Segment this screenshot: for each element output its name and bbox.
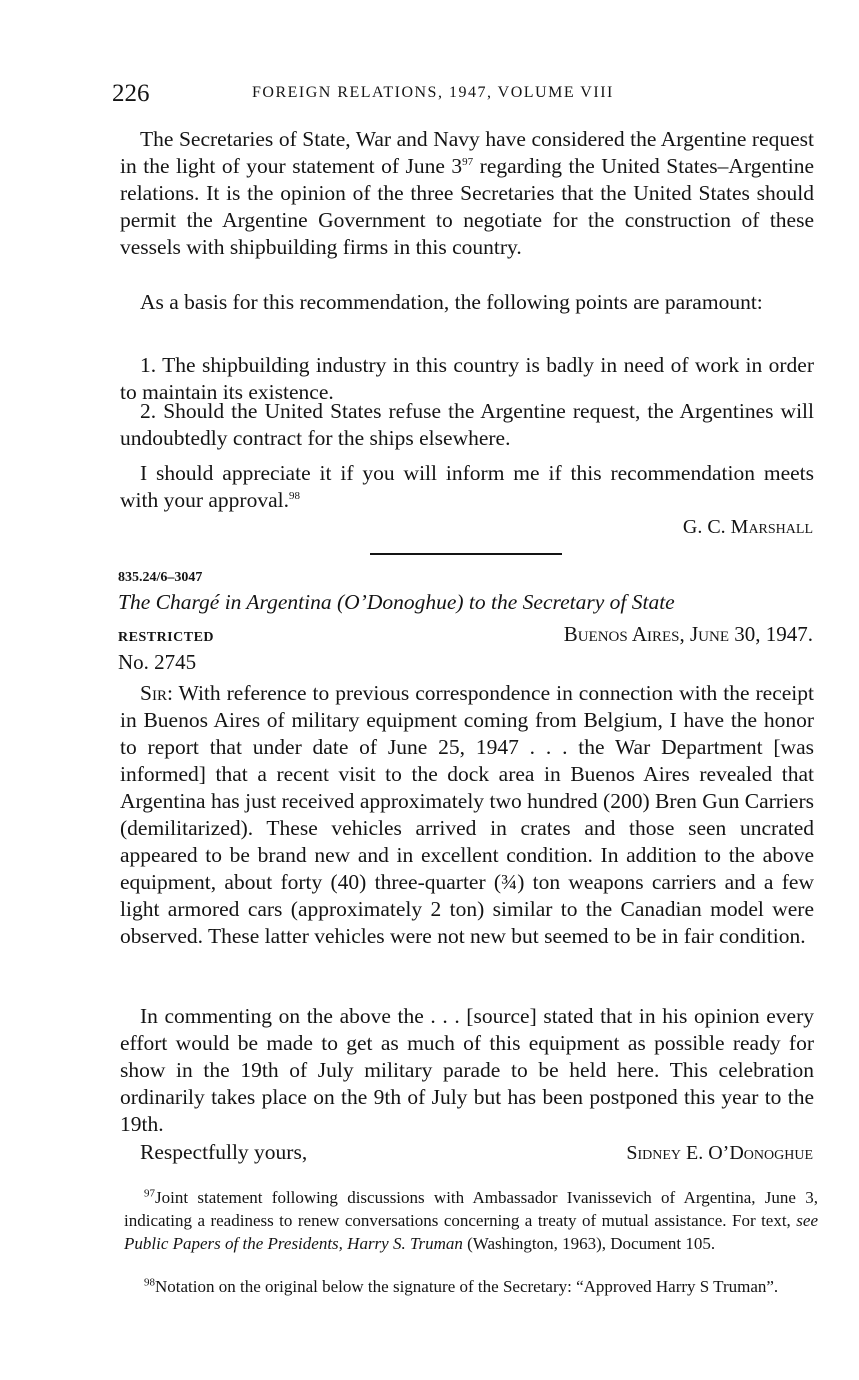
place-date: Buenos Aires, June 30, 1947.: [563, 622, 813, 646]
footnote-98: [124, 1275, 818, 1298]
letter1-paragraph-2: As a basis for this recommendation, the following points are paramount:: [140, 290, 763, 314]
footnote-97-mark: 97: [144, 1187, 155, 1200]
page-number: 226: [112, 80, 150, 107]
footnote-97: [124, 1186, 818, 1255]
letter1-paragraph-3: [120, 460, 814, 514]
running-title: FOREIGN RELATIONS, 1947, VOLUME VIII: [252, 84, 614, 101]
salutation: Sir:: [140, 681, 173, 705]
footnote-98-text: Notation on the original below the signature of the Secretary: “Approved Harry S Truman”.: [155, 1277, 779, 1296]
closing: Respectfully yours,: [140, 1140, 308, 1164]
signature-odonoghue: Sidney E. O’Donoghue: [626, 1142, 813, 1164]
document-title: The Chargé in Argentina (O’Donoghue) to the Secretary of State: [118, 590, 675, 614]
para1-text-rest: regarding the United States–Argentine relations. It is the opinion of the three Secretaries that the United States should permit the Argentine Government to negotiate for the construction of these vessels with shipbuilding firms in this country.: [120, 154, 814, 259]
footnote-97-citation: see Public Papers of the Presidents, Harry S. Truman: [124, 1211, 818, 1253]
letter2-paragraph-1: [120, 680, 814, 950]
letter2-para1-text: With reference to previous correspondence in connection with the receipt in Buenos Aires of military equipment coming from Belgium, I have the honor to report that under date of June 25, 1947 . . . the War Department [was informed] that a recent visit to the dock area in Buenos Aires revealed that Argentina has just received approximately two hundred (200) Bren Gun Carriers (demilitarized). These vehicles arrived in crates and those seen uncrated appeared to be brand new and in excellent condition. In addition to the above equipment, about forty (40) three-quarter (¾) ton weapons carriers and a few light armored cars (approximately 2 ton) similar to the Canadian model were observed. These latter vehicles were not new but seemed to be in fair condition.: [120, 681, 814, 948]
point-1-text: 1. The shipbuilding industry in this country is badly in need of work in order to maintain its existence.: [120, 353, 814, 404]
footnote-97-text-b: (Washington, 1963), Document 105.: [467, 1234, 716, 1253]
file-number: 835.24/6–3047: [118, 570, 203, 585]
letter1-paragraph-1: [120, 126, 814, 261]
classification-label: RESTRICTED: [118, 630, 215, 645]
letter2-paragraph-2: In commenting on the above the . . . [source] stated that in his opinion every effort would be made to get as much of this equipment as possible ready for show in the 19th of July military parade to be held here. This celebration ordinarily takes place on the 9th of July but has been postponed this year to the 19th.: [120, 1004, 814, 1136]
signature-marshall: G. C. Marshall: [682, 516, 813, 538]
point-2-text: 2. Should the United States refuse the Argentine request, the Argentines will undoubtedly contract for the ships elsewhere.: [120, 399, 814, 450]
footnote-ref-98: 98: [288, 489, 300, 502]
para3-text: I should appreciate it if you will inform me if this recommendation meets with your approval.: [120, 461, 814, 512]
section-divider: [370, 553, 562, 555]
letter1-point-2: [120, 398, 814, 452]
footnote-98-mark: 98: [144, 1276, 155, 1289]
footnote-ref-97: 97: [462, 155, 474, 168]
para1-text: The Secretaries of State, War and Navy have considered the Argentine request in the light of your statement of June 3: [120, 127, 814, 178]
footnote-97-text-a: Joint statement following discussions with Ambassador Ivanissevich of Argentina, June 3, indicating a readiness to renew conversations concerning a treaty of mutual assistance. For text,: [124, 1188, 818, 1230]
document-number: No. 2745: [118, 650, 197, 674]
